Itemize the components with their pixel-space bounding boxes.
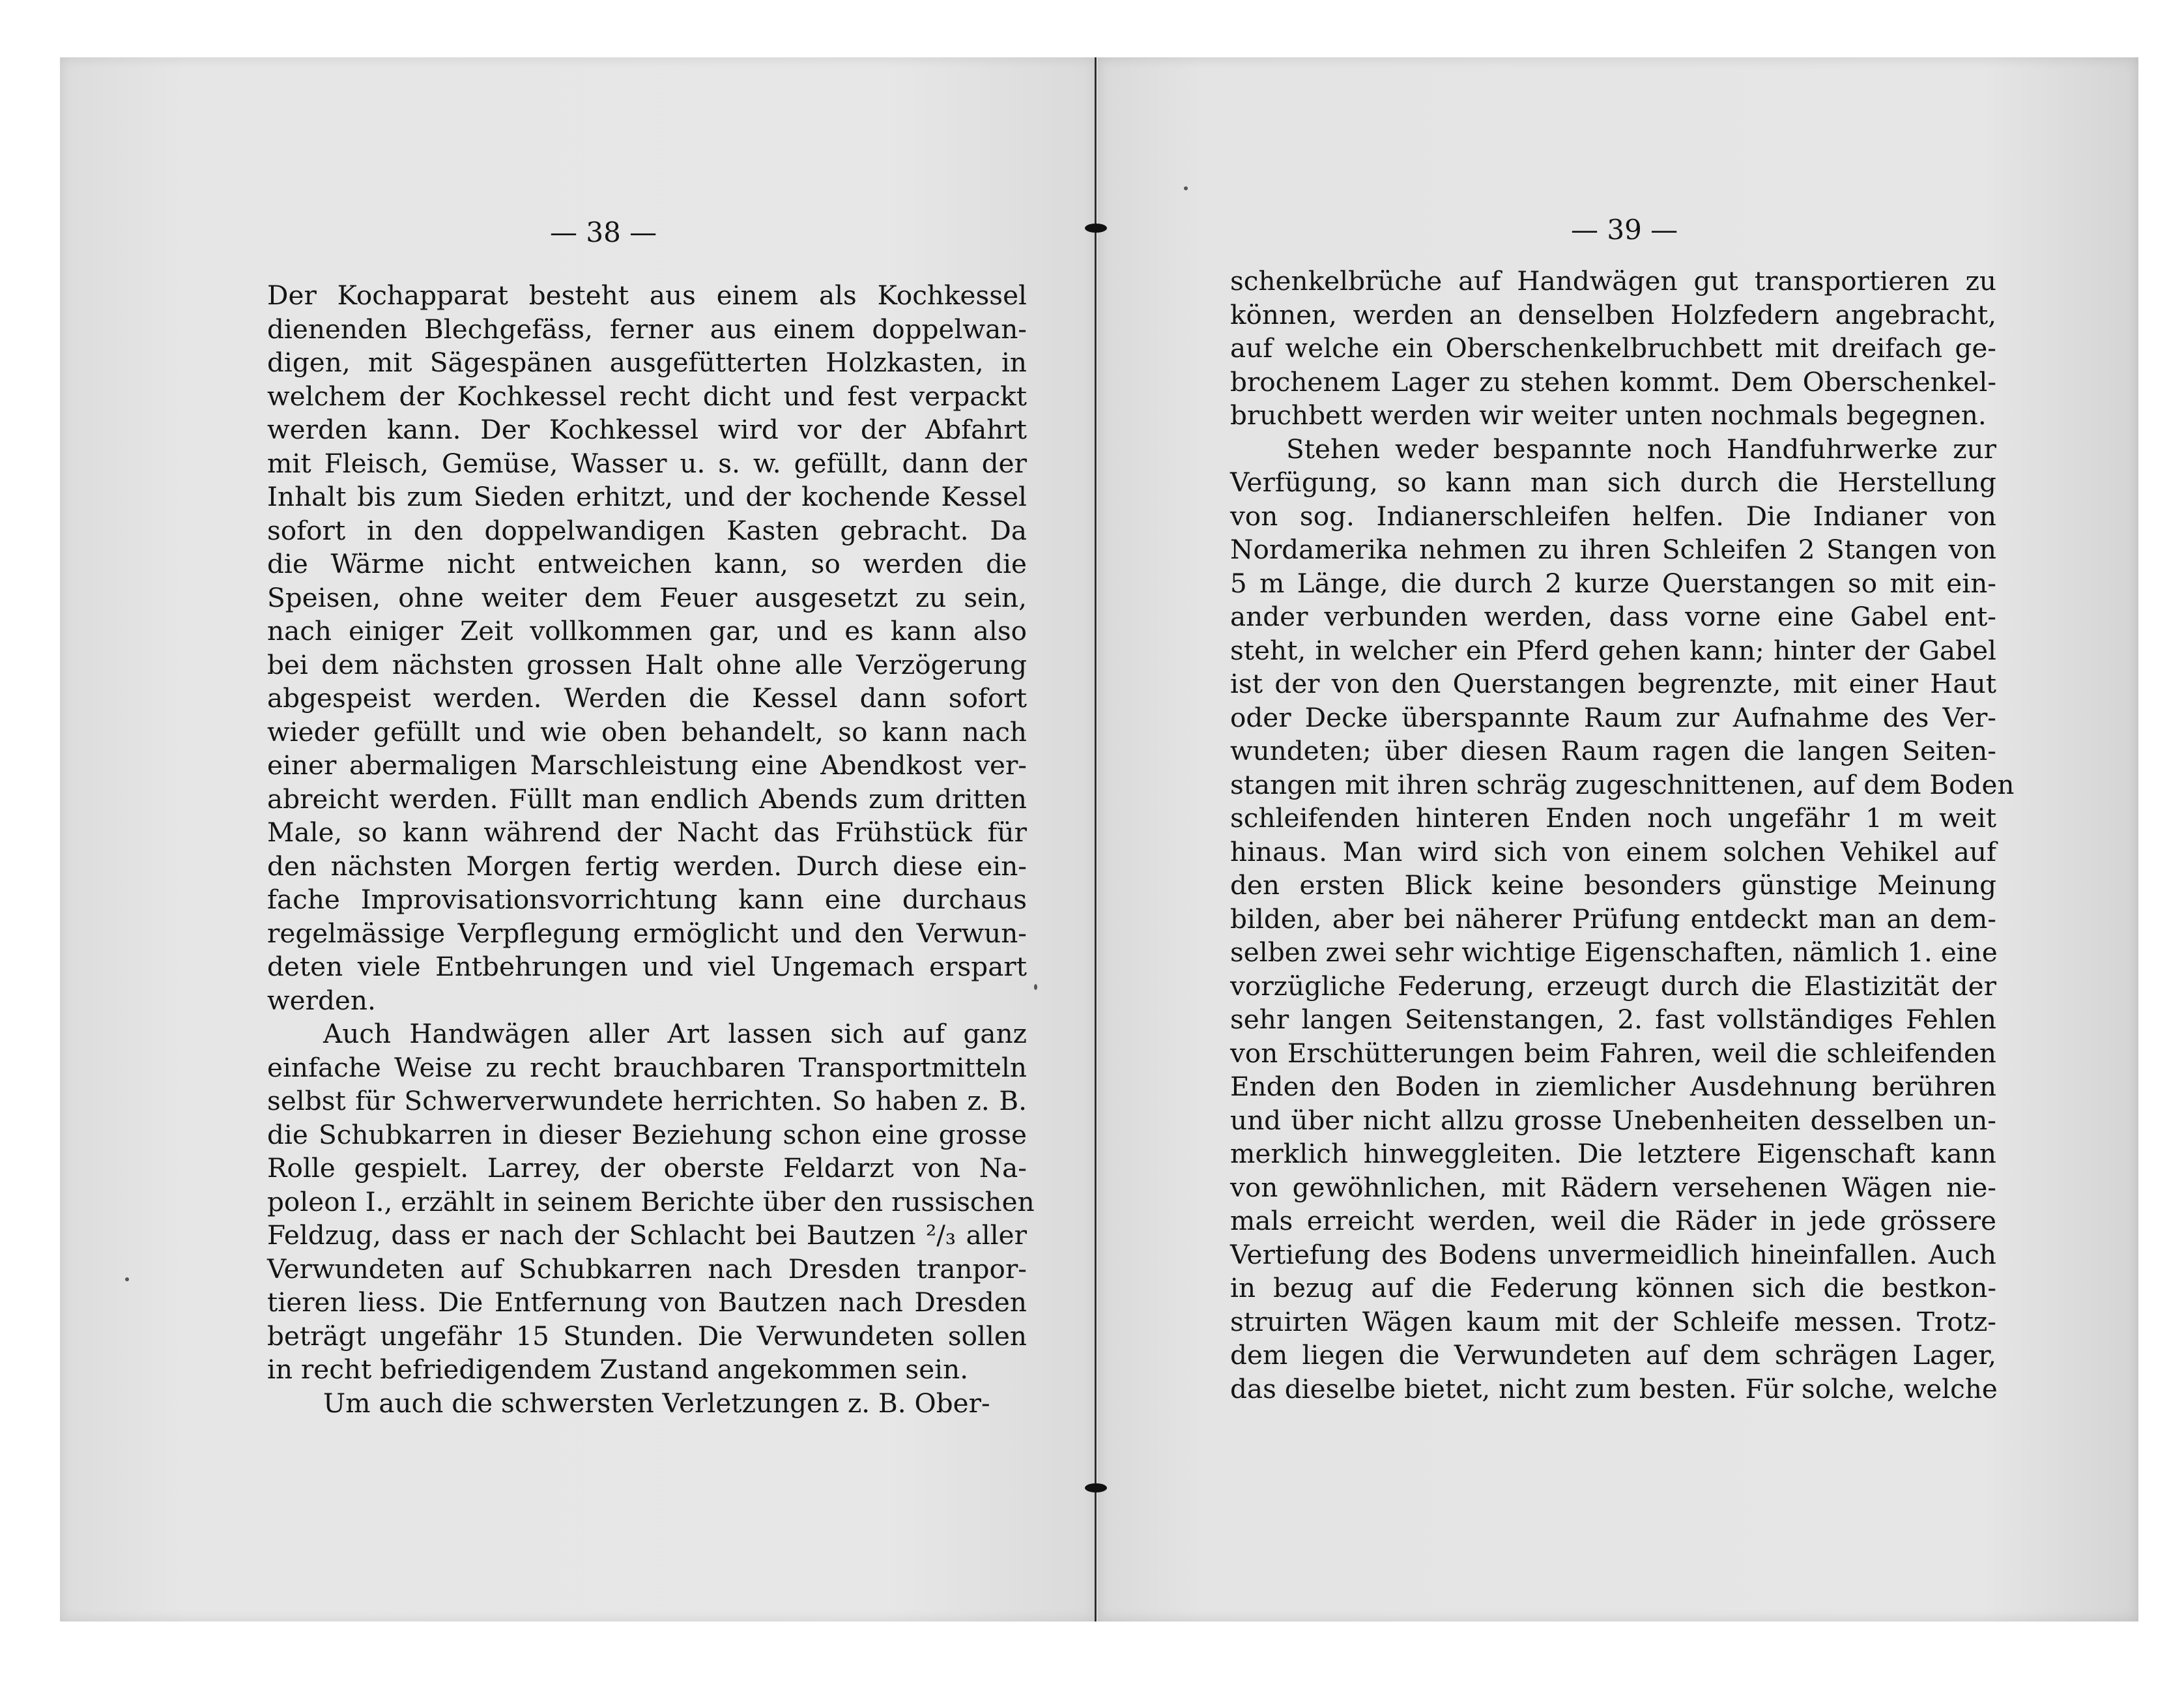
text-line: regelmässige Verpflegung ermöglicht und den Verwun-: [267, 917, 1027, 949]
text-line: sofort in den doppelwandigen Kasten gebracht. Da: [267, 514, 1027, 546]
text-line: oder Decke überspannte Raum zur Aufnahme des Ver-: [1230, 701, 1996, 733]
text-line: einer abermaligen Marschleistung eine Abendkost ver-: [267, 749, 1027, 781]
text-line: tieren liess. Die Entfernung von Bautzen nach Dresden: [267, 1287, 1027, 1318]
text-line: brochenem Lager zu stehen kommt. Dem Oberschenkel-: [1230, 366, 1996, 398]
text-line: nach einiger Zeit vollkommen gar, und es kann also: [267, 615, 1027, 647]
text-line: ist der von den Querstangen begrenzte, mit einer Haut: [1230, 668, 1996, 699]
left-page-text: [267, 279, 1035, 1420]
text-line: selbst für Schwerverwundete herrichten. So haben z. B.: [267, 1085, 1027, 1116]
text-line: Um auch die schwersten Verletzungen z. B. Ober-: [323, 1387, 990, 1419]
right-page-text: [1230, 265, 2015, 1406]
text-line: wieder gefüllt und wie oben behandelt, so kann nach: [267, 716, 1027, 748]
text-line: bilden, aber bei näherer Prüfung entdeckt man an dem-: [1230, 903, 1996, 935]
text-line: und über nicht allzu grosse Unebenheiten desselben un-: [1230, 1104, 1996, 1136]
text-line: Rolle gespielt. Larrey, der oberste Feldarzt von Na-: [267, 1152, 1027, 1184]
text-line: Speisen, ohne weiter dem Feuer ausgesetzt zu sein,: [267, 581, 1027, 613]
binding-thread-mark: [1085, 224, 1107, 233]
text-line: hinaus. Man wird sich von einem solchen Vehikel auf: [1230, 836, 1996, 867]
text-line: die Wärme nicht entweichen kann, so werden die: [267, 548, 1027, 579]
text-line: schleifenden hinteren Enden noch ungefähr 1 m weit: [1230, 802, 1996, 834]
text-line: poleon I., erzählt in seinem Berichte über den russischen: [267, 1185, 1035, 1217]
text-line: die Schubkarren in dieser Beziehung schon eine grosse: [267, 1118, 1027, 1150]
text-line: Vertiefung des Bodens unvermeidlich hineinfallen. Auch: [1230, 1238, 1996, 1270]
text-line: digen, mit Sägespänen ausgefütterten Holzkasten, in: [267, 347, 1027, 378]
text-line: schenkelbrüche auf Handwägen gut transportieren zu: [1230, 265, 1996, 297]
text-line: struirten Wägen kaum mit der Schleife messen. Trotz-: [1230, 1305, 1996, 1337]
right-page: [1097, 57, 2138, 1621]
text-line: mals erreicht werden, weil die Räder in jede grössere: [1230, 1205, 1996, 1236]
text-line: dienenden Blechgefäss, ferner aus einem doppelwan-: [267, 313, 1027, 345]
text-line: steht, in welcher ein Pferd gehen kann; hinter der Gabel: [1230, 634, 1996, 666]
text-line: einfache Weise zu recht brauchbaren Transportmitteln: [267, 1051, 1027, 1083]
book-gutter: [1095, 57, 1097, 1621]
text-line: den ersten Blick keine besonders günstige Meinung: [1230, 869, 1996, 901]
text-line: dem liegen die Verwundeten auf dem schrägen Lager,: [1230, 1339, 1996, 1371]
text-line: können, werden an denselben Holzfedern angebracht,: [1230, 298, 1996, 330]
text-line: Verwundeten auf Schubkarren nach Dresden tranpor-: [267, 1253, 1027, 1285]
text-line: auf welche ein Oberschenkelbruchbett mit dreifach ge-: [1230, 332, 1996, 364]
text-line: von Erschütterungen beim Fahren, weil die schleifenden: [1230, 1037, 1996, 1069]
text-line: von gewöhnlichen, mit Rädern versehenen Wägen nie-: [1230, 1171, 1996, 1203]
text-line: das dieselbe bietet, nicht zum besten. Für solche, welche: [1230, 1373, 1998, 1404]
right-page-number: — 39 —: [1571, 214, 1678, 246]
text-line: abgespeist werden. Werden die Kessel dann sofort: [267, 682, 1027, 714]
paper-speck: [125, 1277, 129, 1281]
text-line: Der Kochapparat besteht aus einem als Kochkessel: [267, 280, 1027, 311]
text-line: deten viele Entbehrungen und viel Ungemach erspart: [267, 951, 1027, 982]
text-line: von sog. Indianerschleifen helfen. Die Indianer von: [1230, 500, 1996, 532]
text-line: werden kann. Der Kochkessel wird vor der Abfahrt: [267, 414, 1027, 445]
text-line: bruchbett werden wir weiter unten nochmals begegnen.: [1230, 400, 1987, 431]
text-line: in recht befriedigendem Zustand angekommen sein.: [267, 1354, 969, 1385]
text-line: in bezug auf die Federung können sich die bestkon-: [1230, 1272, 1996, 1303]
text-line: Male, so kann während der Nacht das Frühstück für: [267, 817, 1027, 848]
left-page: [60, 57, 1096, 1621]
text-line: beträgt ungefähr 15 Stunden. Die Verwundeten sollen: [267, 1320, 1027, 1352]
text-line: Inhalt bis zum Sieden erhitzt, und der kochende Kessel: [267, 481, 1027, 512]
text-line: Enden den Boden in ziemlicher Ausdehnung berühren: [1230, 1071, 1996, 1102]
text-line: sehr langen Seitenstangen, 2. fast vollständiges Fehlen: [1230, 1004, 1996, 1035]
left-page-number: — 38 —: [550, 216, 657, 248]
open-book: [60, 57, 2138, 1621]
binding-thread-mark: [1085, 1483, 1107, 1492]
text-line: wundeten; über diesen Raum ragen die langen Seiten-: [1230, 735, 1996, 766]
text-line: ander verbunden werden, dass vorne eine Gabel ent-: [1230, 601, 1996, 632]
text-line: werden.: [267, 984, 376, 1016]
text-line: Stehen weder bespannte noch Handfuhrwerke zur: [1286, 433, 1996, 465]
text-line: 5 m Länge, die durch 2 kurze Querstangen so mit ein-: [1230, 567, 1996, 599]
text-line: bei dem nächsten grossen Halt ohne alle Verzögerung: [267, 648, 1027, 680]
text-line: stangen mit ihren schräg zugeschnittenen, auf dem Boden: [1230, 768, 2015, 800]
text-line: Nordamerika nehmen zu ihren Schleifen 2 Stangen von: [1230, 534, 1996, 565]
text-line: den nächsten Morgen fertig werden. Durch diese ein-: [267, 850, 1027, 882]
paper-speck: [1034, 984, 1037, 990]
text-line: welchem der Kochkessel recht dicht und fest verpackt: [267, 380, 1027, 412]
text-line: selben zwei sehr wichtige Eigenschaften, nämlich 1. eine: [1230, 937, 1998, 968]
text-line: merklich hinweggleiten. Die letztere Eigenschaft kann: [1230, 1138, 1996, 1169]
text-line: Auch Handwägen aller Art lassen sich auf ganz: [323, 1018, 1027, 1049]
text-line: Feldzug, dass er nach der Schlacht bei Bautzen ²/₃ aller: [267, 1219, 1027, 1251]
text-line: mit Fleisch, Gemüse, Wasser u. s. w. gefüllt, dann der: [267, 447, 1027, 479]
text-line: vorzügliche Federung, erzeugt durch die Elastizität der: [1230, 970, 1996, 1002]
text-line: fache Improvisationsvorrichtung kann eine durchaus: [267, 884, 1027, 915]
text-line: abreicht werden. Füllt man endlich Abends zum dritten: [267, 783, 1027, 815]
paper-speck: [1184, 186, 1188, 190]
text-line: Verfügung, so kann man sich durch die Herstellung: [1230, 467, 1996, 498]
